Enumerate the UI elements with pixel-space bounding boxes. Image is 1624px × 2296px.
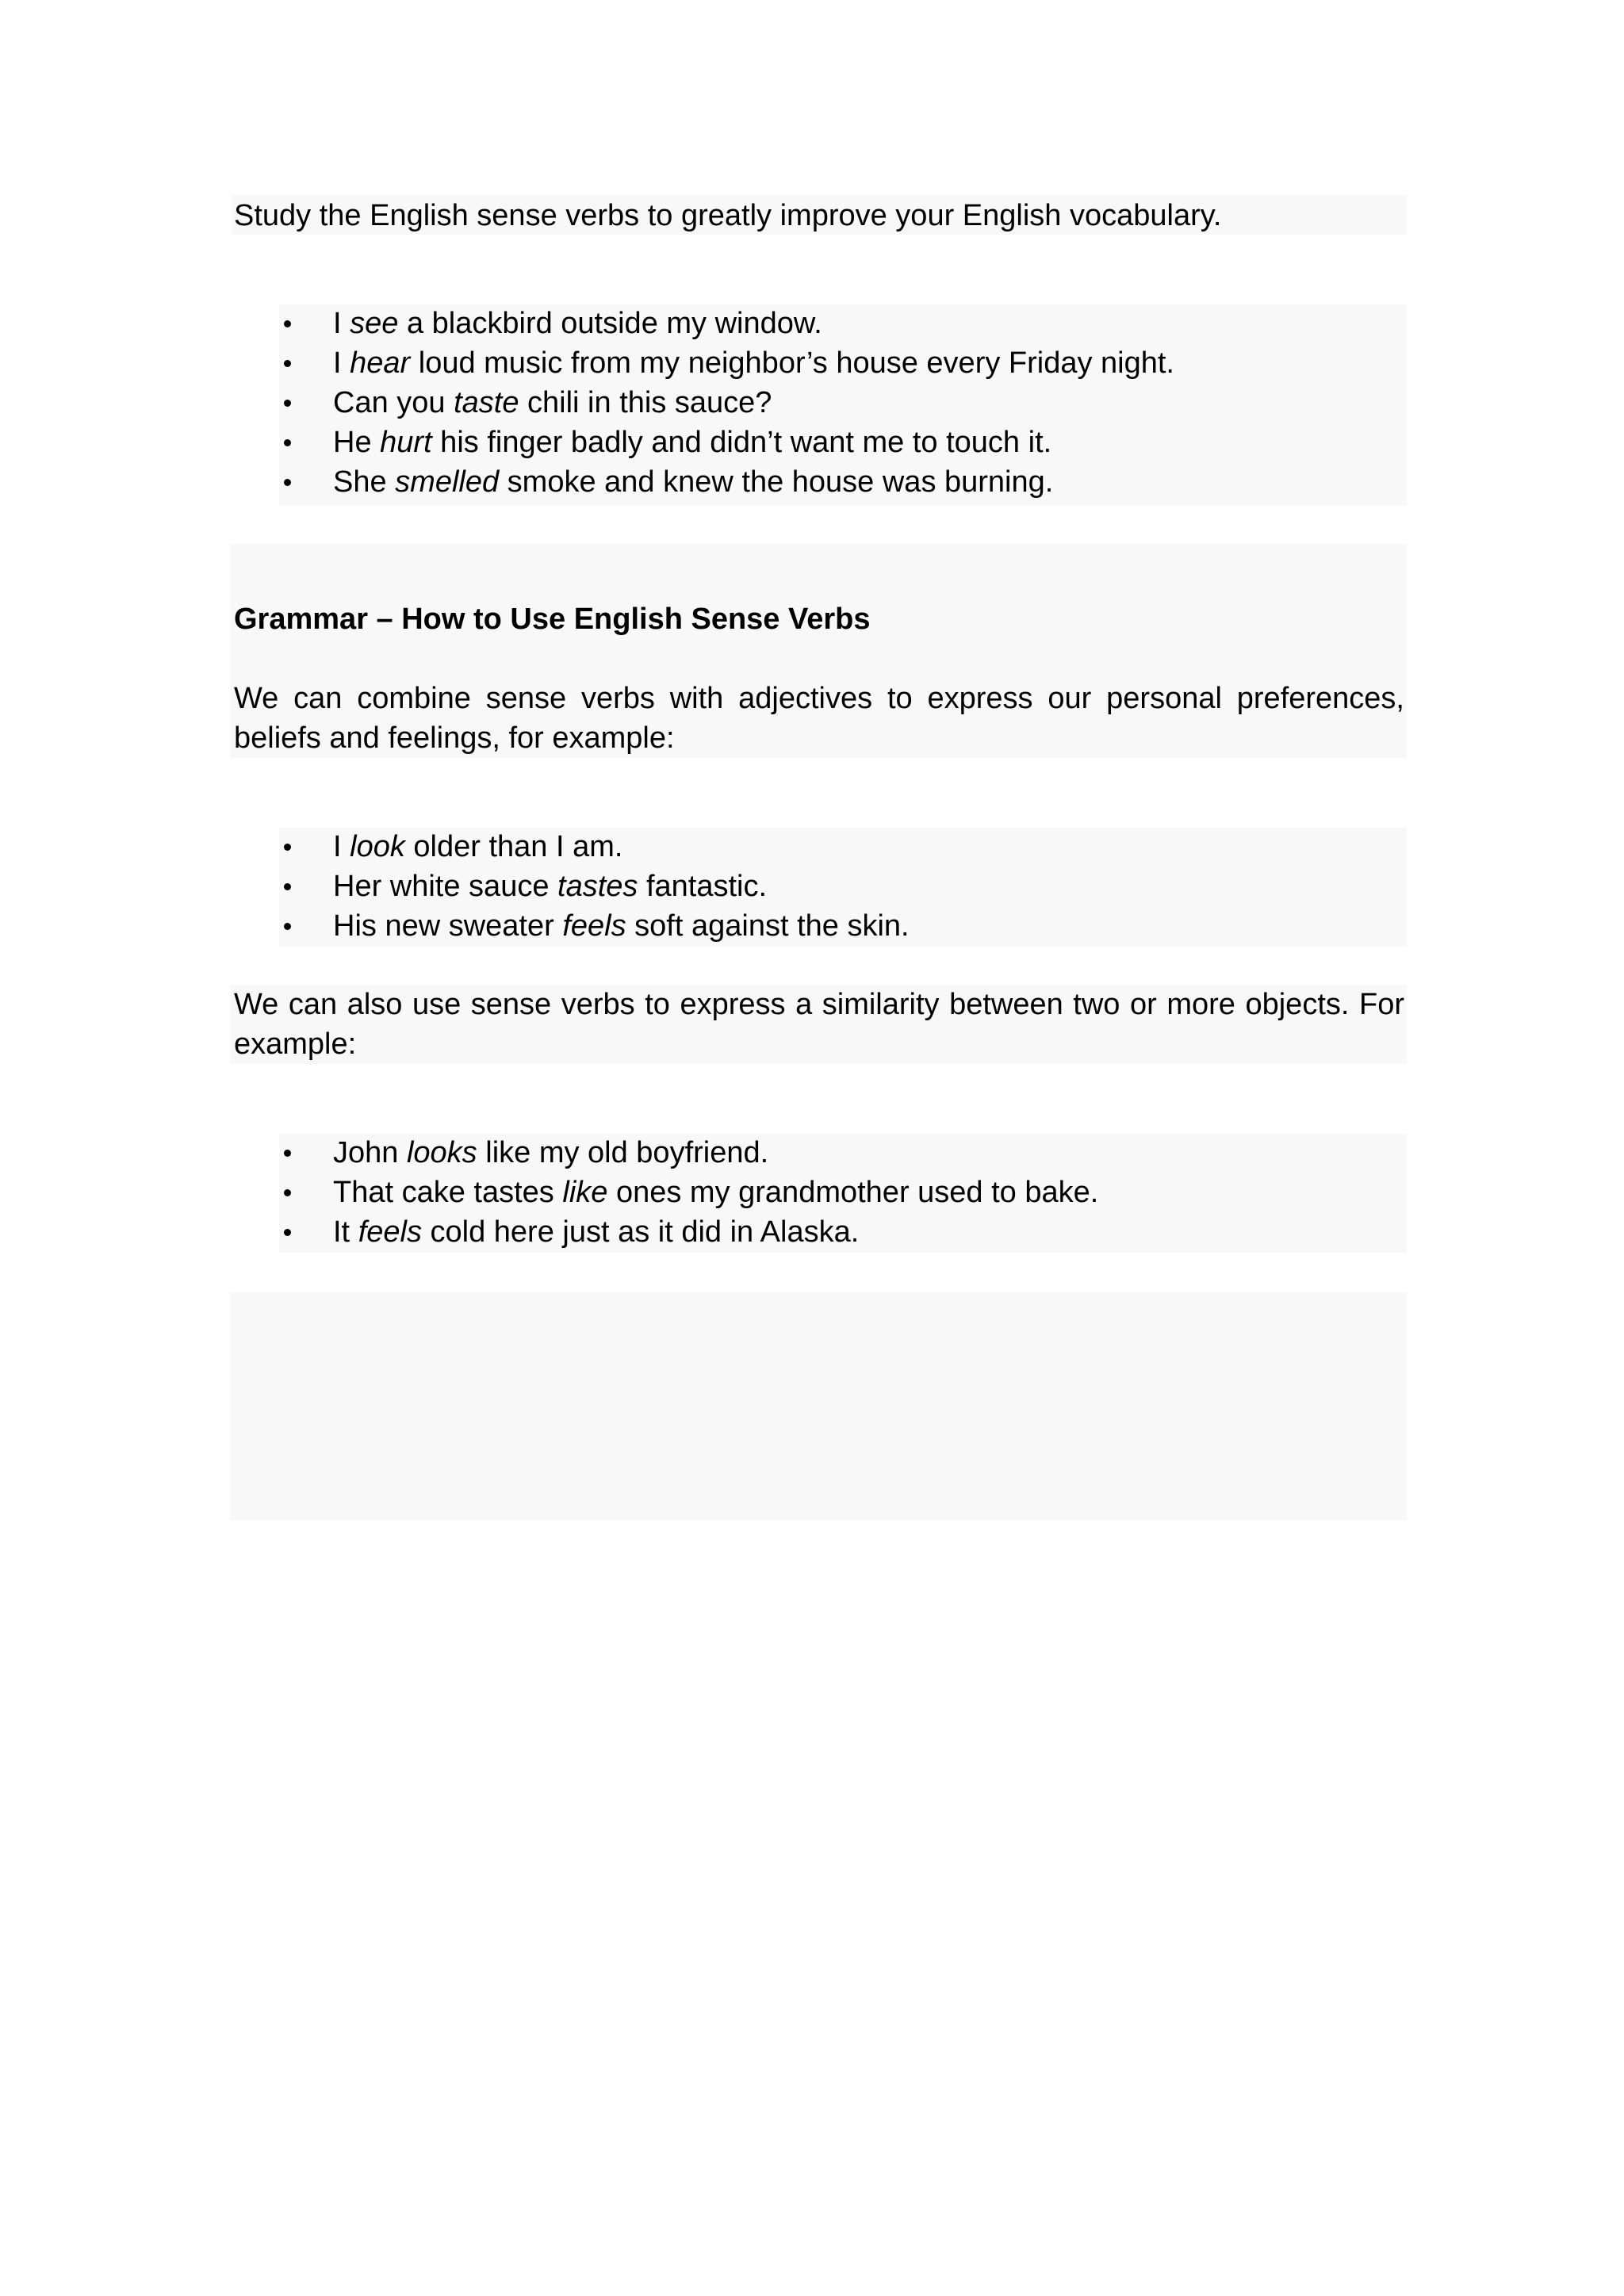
item-verb: like: [562, 1176, 608, 1209]
item-text: Her white sauce: [333, 870, 558, 903]
item-text: I: [333, 346, 350, 380]
list-item: [333, 1133, 1098, 1173]
item-verb: taste: [454, 386, 519, 419]
bullet-icon: [284, 439, 291, 446]
item-verb: smelled: [395, 465, 500, 499]
list-item: [333, 1212, 1098, 1252]
item-verb: feels: [358, 1215, 422, 1249]
adjective-example-list: [333, 827, 910, 946]
list-item: [333, 462, 1174, 502]
bullet-icon: [284, 1229, 291, 1236]
item-verb: feels: [562, 909, 626, 943]
item-text: chili in this sauce?: [519, 386, 772, 419]
bullet-icon: [284, 844, 291, 851]
item-text: Can you: [333, 386, 454, 419]
item-text: cold here just as it did in Alaska.: [421, 1215, 860, 1249]
item-text: older than I am.: [404, 830, 623, 863]
paragraph-adjectives: We can combine sense verbs with adjectives to express our personal preferences, beliefs and feelings, for example:: [234, 682, 1404, 755]
list-item: [333, 383, 1174, 423]
bullet-icon: [284, 1189, 291, 1196]
item-verb: hear: [350, 346, 411, 380]
list-item: [333, 343, 1174, 383]
bullet-icon: [284, 883, 291, 890]
list-item: [333, 867, 910, 906]
item-text: a blackbird outside my window.: [398, 307, 822, 340]
item-text: John: [333, 1136, 407, 1169]
item-text: That cake tastes: [333, 1176, 563, 1209]
item-text: It: [333, 1215, 358, 1249]
bullet-icon: [284, 320, 291, 327]
item-text: His new sweater: [333, 909, 563, 943]
list-item: [333, 304, 1174, 343]
item-text: I: [333, 830, 350, 863]
paragraph-similarity: We can also use sense verbs to express a similarity between two or more objects. For example:: [234, 988, 1404, 1061]
item-text: fantastic.: [638, 870, 768, 903]
item-verb: hurt: [380, 426, 432, 459]
list-item: [333, 827, 910, 867]
item-verb: see: [350, 307, 399, 340]
bullet-icon: [284, 923, 291, 930]
section-heading: Grammar – How to Use English Sense Verbs: [234, 603, 871, 636]
bullet-icon: [284, 479, 291, 486]
intro-text: Study the English sense verbs to greatly improve your English vocabulary.: [234, 199, 1222, 232]
item-text: soft against the skin.: [626, 909, 910, 943]
item-verb: look: [350, 830, 405, 863]
list-item: [333, 906, 910, 946]
item-text: smoke and knew the house was burning.: [499, 465, 1054, 499]
similarity-example-list: [333, 1133, 1098, 1252]
item-verb: tastes: [557, 870, 638, 903]
empty-block-shade: [230, 1292, 1407, 1521]
item-text: loud music from my neighbor’s house every Friday night.: [410, 346, 1174, 380]
item-verb: looks: [406, 1136, 477, 1169]
list-item: [333, 1173, 1098, 1212]
list-item: [333, 423, 1174, 462]
bullet-icon: [284, 400, 291, 407]
item-text: his finger badly and didn’t want me to touch it.: [431, 426, 1052, 459]
item-text: He: [333, 426, 381, 459]
item-text: She: [333, 465, 396, 499]
item-text: ones my grandmother used to bake.: [607, 1176, 1099, 1209]
item-text: like my old boyfriend.: [477, 1136, 769, 1169]
sense-verbs-example-list: [333, 304, 1174, 502]
bullet-icon: [284, 1150, 291, 1157]
bullet-icon: [284, 360, 291, 367]
item-text: I: [333, 307, 350, 340]
